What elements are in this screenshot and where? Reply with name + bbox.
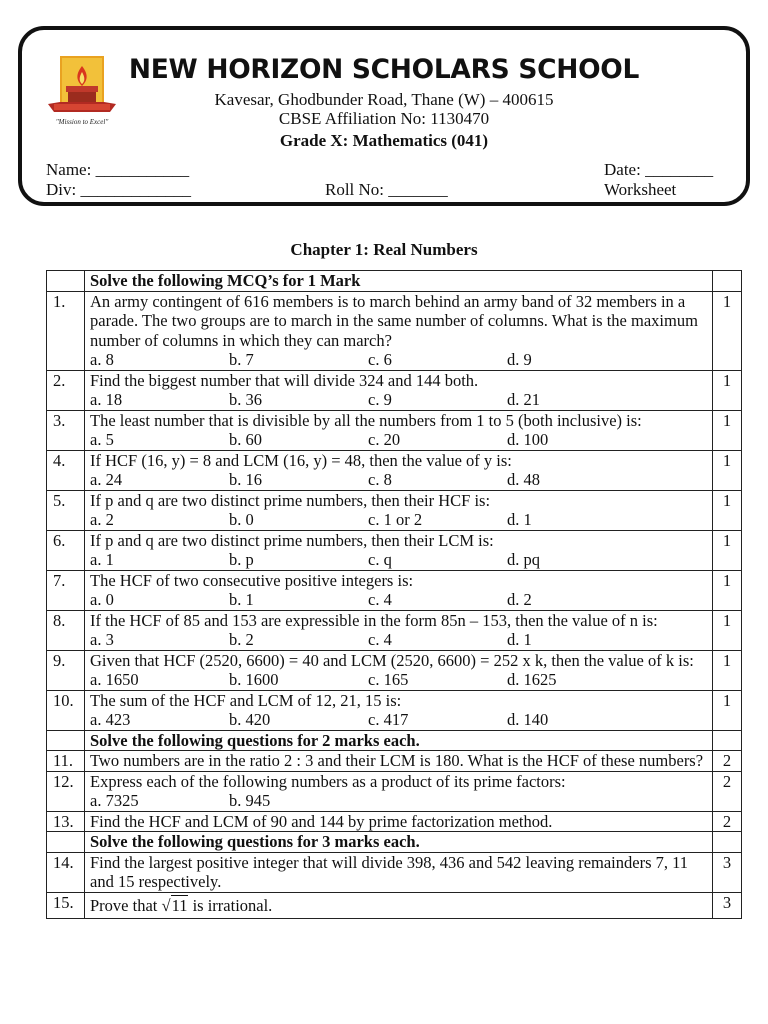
question-marks: 1 xyxy=(713,610,742,650)
question-number: 10. xyxy=(47,690,85,730)
option: c. q xyxy=(368,550,392,569)
question-number: 1. xyxy=(47,291,85,370)
table-row xyxy=(47,690,742,730)
option: d. 9 xyxy=(507,350,532,369)
option: a. 7325 xyxy=(90,791,139,810)
option: b. 1600 xyxy=(229,670,279,689)
table-row xyxy=(47,370,742,410)
question-marks: 1 xyxy=(713,291,742,370)
affiliation-number: CBSE Affiliation No: 1130470 xyxy=(278,109,490,128)
option: b. 7 xyxy=(229,350,254,369)
option: b. 945 xyxy=(229,791,271,810)
option: a. 1 xyxy=(90,550,114,569)
school-address: Kavesar, Ghodbunder Road, Thane (W) – 400615 xyxy=(214,90,554,109)
table-row xyxy=(47,570,742,610)
option: a. 24 xyxy=(90,470,123,489)
option: b. 36 xyxy=(229,390,262,409)
question-text: Find the largest positive integer that will divide 398, 436 and 542 leaving remainders 7, 11 and 15 respectively. xyxy=(90,852,689,891)
question-text: Express each of the following numbers as a product of its prime factors: xyxy=(90,771,566,791)
question-text-end: is irrational. xyxy=(188,895,273,915)
question-number: 7. xyxy=(47,570,85,610)
grade-subject: Grade X: Mathematics (041) xyxy=(279,131,489,150)
table-row xyxy=(47,530,742,570)
option: d. 21 xyxy=(507,390,540,409)
worksheet-label: Worksheet xyxy=(604,180,677,199)
option: c. 9 xyxy=(368,390,392,409)
table-row xyxy=(47,811,742,832)
question-marks: 2 xyxy=(713,751,742,772)
question-text: If p and q are two distinct prime numbers, then their LCM is: xyxy=(90,530,494,550)
option: c. 20 xyxy=(368,430,401,449)
option: c. 165 xyxy=(368,670,409,689)
question-number: 2. xyxy=(47,370,85,410)
table-row xyxy=(47,490,742,530)
option: a. 5 xyxy=(90,430,114,449)
table-row xyxy=(47,410,742,450)
question-text: Find the biggest number that will divide 324 and 144 both. xyxy=(90,370,479,390)
question-number: 3. xyxy=(47,410,85,450)
question-number: 6. xyxy=(47,530,85,570)
option: d. 2 xyxy=(507,590,532,609)
chapter-title: Chapter 1: Real Numbers xyxy=(290,240,478,259)
option: c. 417 xyxy=(368,710,409,729)
question-marks: 1 xyxy=(713,650,742,690)
question-marks: 1 xyxy=(713,370,742,410)
question-marks: 1 xyxy=(713,530,742,570)
table-row xyxy=(47,771,742,811)
question-number: 15. xyxy=(47,892,85,918)
option: b. 1 xyxy=(229,590,254,609)
question-number: 12. xyxy=(47,771,85,811)
question-text: The HCF of two consecutive positive integers is: xyxy=(90,570,414,590)
option: b. 2 xyxy=(229,630,254,649)
option: d. 1 xyxy=(507,510,532,529)
school-header xyxy=(18,26,750,206)
option: a. 0 xyxy=(90,590,114,609)
option: c. 6 xyxy=(368,350,392,369)
option: a. 423 xyxy=(90,710,131,729)
section-header-row xyxy=(47,271,742,292)
question-text: Two numbers are in the ratio 2 : 3 and their LCM is 180. What is the HCF of these numbers? xyxy=(90,751,704,770)
section-heading: Solve the following questions for 2 marks each. xyxy=(85,730,713,751)
table-row xyxy=(47,291,742,370)
question-marks: 1 xyxy=(713,690,742,730)
question-text: Find the HCF and LCM of 90 and 144 by prime factorization method. xyxy=(90,811,553,831)
date-field: Date: ________ xyxy=(604,160,714,179)
section-header-row xyxy=(47,730,742,751)
question-text: If HCF (16, y) = 8 and LCM (16, y) = 48, then the value of y is: xyxy=(90,450,512,470)
option: a. 3 xyxy=(90,630,114,649)
question-text: If the HCF of 85 and 153 are expressible in the form 85n – 153, then the value of n is: xyxy=(90,610,658,630)
option: d. 100 xyxy=(507,430,549,449)
question-table xyxy=(46,270,742,919)
square-root: √11 xyxy=(161,895,188,915)
radicand: 11 xyxy=(171,895,188,915)
question-number: 5. xyxy=(47,490,85,530)
option: b. p xyxy=(229,550,254,569)
option: c. 4 xyxy=(368,590,392,609)
option: b. 16 xyxy=(229,470,262,489)
name-field: Name: ___________ xyxy=(46,160,190,179)
table-row xyxy=(47,892,742,918)
option: d. 1625 xyxy=(507,670,557,689)
question-number: 11. xyxy=(47,751,85,772)
table-row xyxy=(47,751,742,772)
option: c. 8 xyxy=(368,470,392,489)
school-name: NEW HORIZON SCHOLARS SCHOOL xyxy=(128,54,640,85)
table-row xyxy=(47,610,742,650)
question-marks: 1 xyxy=(713,570,742,610)
option: a. 18 xyxy=(90,390,123,409)
question-marks: 2 xyxy=(713,771,742,811)
option: c. 1 or 2 xyxy=(368,510,423,529)
question-number: 8. xyxy=(47,610,85,650)
question-marks: 1 xyxy=(713,450,742,490)
option: b. 420 xyxy=(229,710,271,729)
question-text: Prove that xyxy=(90,895,162,915)
option: d. 48 xyxy=(507,470,540,489)
option: d. 1 xyxy=(507,630,532,649)
question-text: The least number that is divisible by all the numbers from 1 to 5 (both inclusive) is: xyxy=(90,410,642,430)
question-text: The sum of the HCF and LCM of 12, 21, 15 is: xyxy=(90,690,402,710)
question-number: 9. xyxy=(47,650,85,690)
question-marks: 3 xyxy=(713,852,742,892)
question-marks: 1 xyxy=(713,490,742,530)
option: d. pq xyxy=(507,550,540,569)
question-marks: 2 xyxy=(713,811,742,832)
option: a. 2 xyxy=(90,510,114,529)
table-row xyxy=(47,650,742,690)
question-marks: 1 xyxy=(713,410,742,450)
question-text: If p and q are two distinct prime numbers, then their HCF is: xyxy=(90,490,491,510)
question-number: 14. xyxy=(47,852,85,892)
table-row xyxy=(47,450,742,490)
option: c. 4 xyxy=(368,630,392,649)
question-text: Given that HCF (2520, 6600) = 40 and LCM (2520, 6600) = 252 x k, then the value of k is: xyxy=(90,650,694,670)
option: d. 140 xyxy=(507,710,549,729)
section-header-row xyxy=(47,832,742,853)
section-heading: Solve the following MCQ’s for 1 Mark xyxy=(85,271,713,292)
question-number: 4. xyxy=(47,450,85,490)
section-heading: Solve the following questions for 3 marks each. xyxy=(85,832,713,853)
svg-text:"Mission to Excel": "Mission to Excel" xyxy=(55,118,109,126)
question-marks: 3 xyxy=(713,892,742,918)
div-field: Div: _____________ xyxy=(46,180,191,199)
option: a. 1650 xyxy=(90,670,139,689)
option: b. 60 xyxy=(229,430,262,449)
question-text: An army contingent of 616 members is to march behind an army band of 32 members in a parade. The two groups are to march in the same number of columns. What is the maximum number of columns in which they can march? xyxy=(90,291,698,350)
table-row xyxy=(47,852,742,892)
option: a. 8 xyxy=(90,350,114,369)
question-number: 13. xyxy=(47,811,85,832)
roll-no-field: Roll No: _______ xyxy=(325,180,448,199)
option: b. 0 xyxy=(229,510,254,529)
